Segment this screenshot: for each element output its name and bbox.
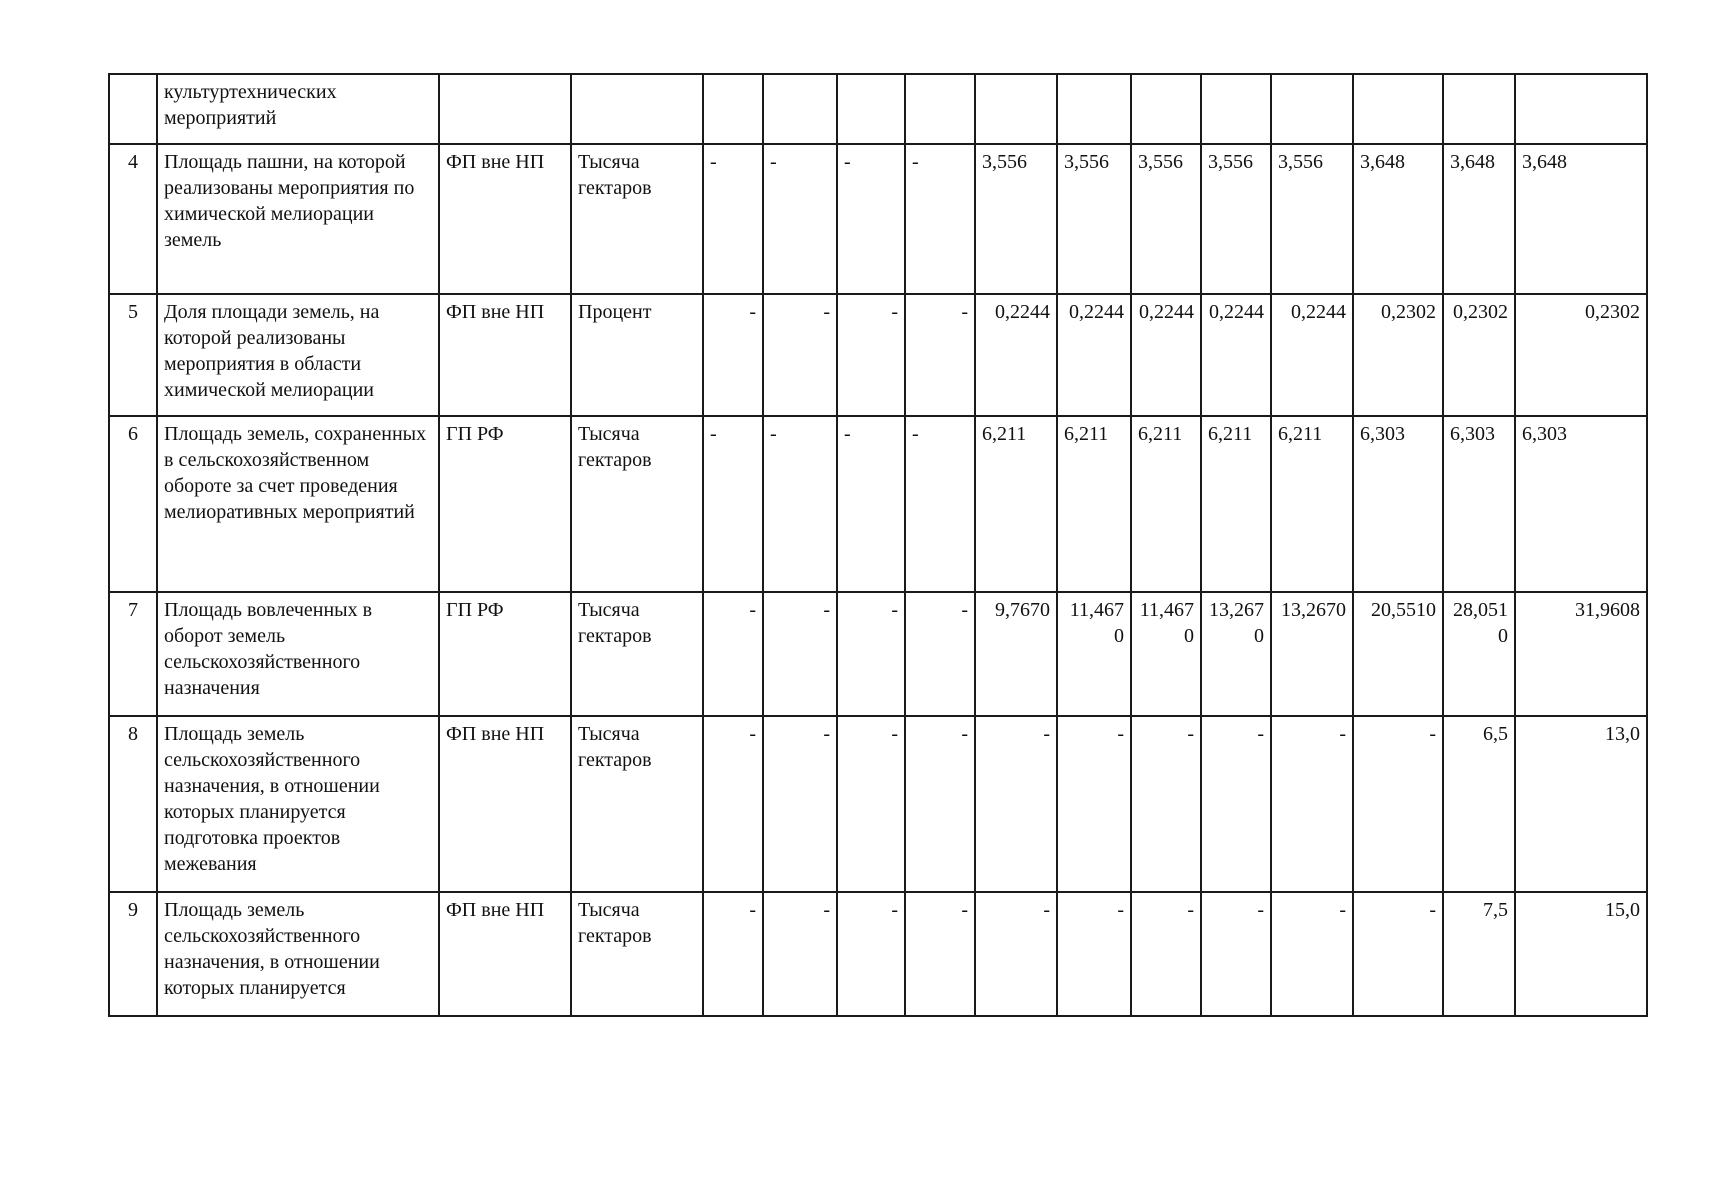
row-number: 4 bbox=[109, 144, 157, 294]
table-row bbox=[109, 144, 1647, 294]
value-cell: - bbox=[837, 144, 905, 294]
value-cell: - bbox=[703, 892, 763, 1016]
value-cell: - bbox=[1057, 716, 1131, 892]
value-cell: - bbox=[703, 294, 763, 416]
value-cell: - bbox=[763, 592, 837, 716]
table-row bbox=[109, 74, 1647, 144]
indicator-name: Площадь земель сельскохозяйственного назначения, в отношении которых планируется подготовка проектов межевания bbox=[157, 716, 439, 892]
value-cell: - bbox=[905, 716, 975, 892]
value-cell: 0,2244 bbox=[975, 294, 1057, 416]
value-cell: 3,556 bbox=[975, 144, 1057, 294]
value-cell: - bbox=[837, 294, 905, 416]
value-cell: - bbox=[763, 144, 837, 294]
value-cell: 11,4670 bbox=[1057, 592, 1131, 716]
value-cell: 0,2302 bbox=[1443, 294, 1515, 416]
value-cell: - bbox=[763, 294, 837, 416]
table-row bbox=[109, 592, 1647, 716]
value-cell: - bbox=[763, 416, 837, 592]
source-cell: ГП РФ bbox=[439, 416, 571, 592]
value-cell: 7,5 bbox=[1443, 892, 1515, 1016]
value-cell: - bbox=[703, 144, 763, 294]
table-row bbox=[109, 416, 1647, 592]
value-cell: - bbox=[837, 716, 905, 892]
value-cell: 6,5 bbox=[1443, 716, 1515, 892]
unit-cell: Тысяча гектаров bbox=[571, 416, 703, 592]
value-cell: - bbox=[763, 716, 837, 892]
value-cell: - bbox=[837, 892, 905, 1016]
source-cell: ФП вне НП bbox=[439, 294, 571, 416]
table-row bbox=[109, 294, 1647, 416]
value-cell: 6,211 bbox=[975, 416, 1057, 592]
value-cell: 6,303 bbox=[1443, 416, 1515, 592]
value-cell: 0,2302 bbox=[1353, 294, 1443, 416]
source-cell bbox=[439, 74, 571, 144]
value-cell: 0,2244 bbox=[1057, 294, 1131, 416]
indicators-table bbox=[108, 73, 1648, 1017]
value-cell: - bbox=[837, 416, 905, 592]
source-cell: ФП вне НП bbox=[439, 144, 571, 294]
value-cell: 6,303 bbox=[1515, 416, 1647, 592]
row-number: 5 bbox=[109, 294, 157, 416]
value-cell: 13,2670 bbox=[1201, 592, 1271, 716]
row-number: 6 bbox=[109, 416, 157, 592]
value-cell: 3,556 bbox=[1057, 144, 1131, 294]
value-cell: - bbox=[905, 144, 975, 294]
value-cell: 0,2244 bbox=[1131, 294, 1201, 416]
value-cell: 0,2244 bbox=[1201, 294, 1271, 416]
value-cell: 9,7670 bbox=[975, 592, 1057, 716]
value-cell: - bbox=[1271, 892, 1353, 1016]
value-cell: - bbox=[1131, 716, 1201, 892]
source-cell: ФП вне НП bbox=[439, 892, 571, 1016]
row-number: 8 bbox=[109, 716, 157, 892]
value-cell: - bbox=[975, 716, 1057, 892]
value-cell: 28,0510 bbox=[1443, 592, 1515, 716]
value-cell: - bbox=[905, 294, 975, 416]
value-cell: 15,0 bbox=[1515, 892, 1647, 1016]
value-cell: 6,211 bbox=[1131, 416, 1201, 592]
indicator-name: Площадь земель, сохраненных в сельскохозяйственном обороте за счет проведения мелиоративных мероприятий bbox=[157, 416, 439, 592]
value-cell: 13,2670 bbox=[1271, 592, 1353, 716]
value-cell: - bbox=[1353, 892, 1443, 1016]
indicator-name: Площадь пашни, на которой реализованы мероприятия по химической мелиорации земель bbox=[157, 144, 439, 294]
unit-cell: Тысяча гектаров bbox=[571, 892, 703, 1016]
indicator-name: Площадь земель сельскохозяйственного назначения, в отношении которых планируется bbox=[157, 892, 439, 1016]
unit-cell: Тысяча гектаров bbox=[571, 144, 703, 294]
value-cell: - bbox=[837, 592, 905, 716]
unit-cell: Процент bbox=[571, 294, 703, 416]
value-cell: - bbox=[1057, 892, 1131, 1016]
source-cell: ГП РФ bbox=[439, 592, 571, 716]
value-cell: - bbox=[1271, 716, 1353, 892]
indicator-name: культуртехнических мероприятий bbox=[157, 74, 439, 144]
row-number: 7 bbox=[109, 592, 157, 716]
value-cell: - bbox=[703, 592, 763, 716]
value-cell: - bbox=[905, 416, 975, 592]
value-cell: 20,5510 bbox=[1353, 592, 1443, 716]
value-cell: - bbox=[1353, 716, 1443, 892]
value-cell: 3,556 bbox=[1201, 144, 1271, 294]
value-cell: - bbox=[905, 892, 975, 1016]
value-cell: 11,4670 bbox=[1131, 592, 1201, 716]
value-cell: - bbox=[975, 892, 1057, 1016]
value-cell: - bbox=[703, 416, 763, 592]
value-cell: 6,211 bbox=[1201, 416, 1271, 592]
value-cell: - bbox=[1201, 892, 1271, 1016]
value-cell: 3,648 bbox=[1515, 144, 1647, 294]
table-row bbox=[109, 892, 1647, 1016]
value-cell: 31,9608 bbox=[1515, 592, 1647, 716]
value-cell: 3,556 bbox=[1271, 144, 1353, 294]
value-cell: 3,648 bbox=[1353, 144, 1443, 294]
indicator-name: Площадь вовлеченных в оборот земель сельскохозяйственного назначения bbox=[157, 592, 439, 716]
row-number bbox=[109, 74, 157, 144]
value-cell: - bbox=[1201, 716, 1271, 892]
unit-cell bbox=[571, 74, 703, 144]
value-cell: - bbox=[1131, 892, 1201, 1016]
value-cell: 3,648 bbox=[1443, 144, 1515, 294]
value-cell: 13,0 bbox=[1515, 716, 1647, 892]
value-cell: 6,211 bbox=[1057, 416, 1131, 592]
source-cell: ФП вне НП bbox=[439, 716, 571, 892]
unit-cell: Тысяча гектаров bbox=[571, 716, 703, 892]
value-cell: - bbox=[905, 592, 975, 716]
value-cell: - bbox=[763, 892, 837, 1016]
value-cell: 3,556 bbox=[1131, 144, 1201, 294]
table-row bbox=[109, 716, 1647, 892]
value-cell: 6,303 bbox=[1353, 416, 1443, 592]
unit-cell: Тысяча гектаров bbox=[571, 592, 703, 716]
value-cell: 0,2302 bbox=[1515, 294, 1647, 416]
row-number: 9 bbox=[109, 892, 157, 1016]
indicator-name: Доля площади земель, на которой реализованы мероприятия в области химической мелиорации bbox=[157, 294, 439, 416]
value-cell: - bbox=[703, 716, 763, 892]
value-cell: 0,2244 bbox=[1271, 294, 1353, 416]
value-cell: 6,211 bbox=[1271, 416, 1353, 592]
